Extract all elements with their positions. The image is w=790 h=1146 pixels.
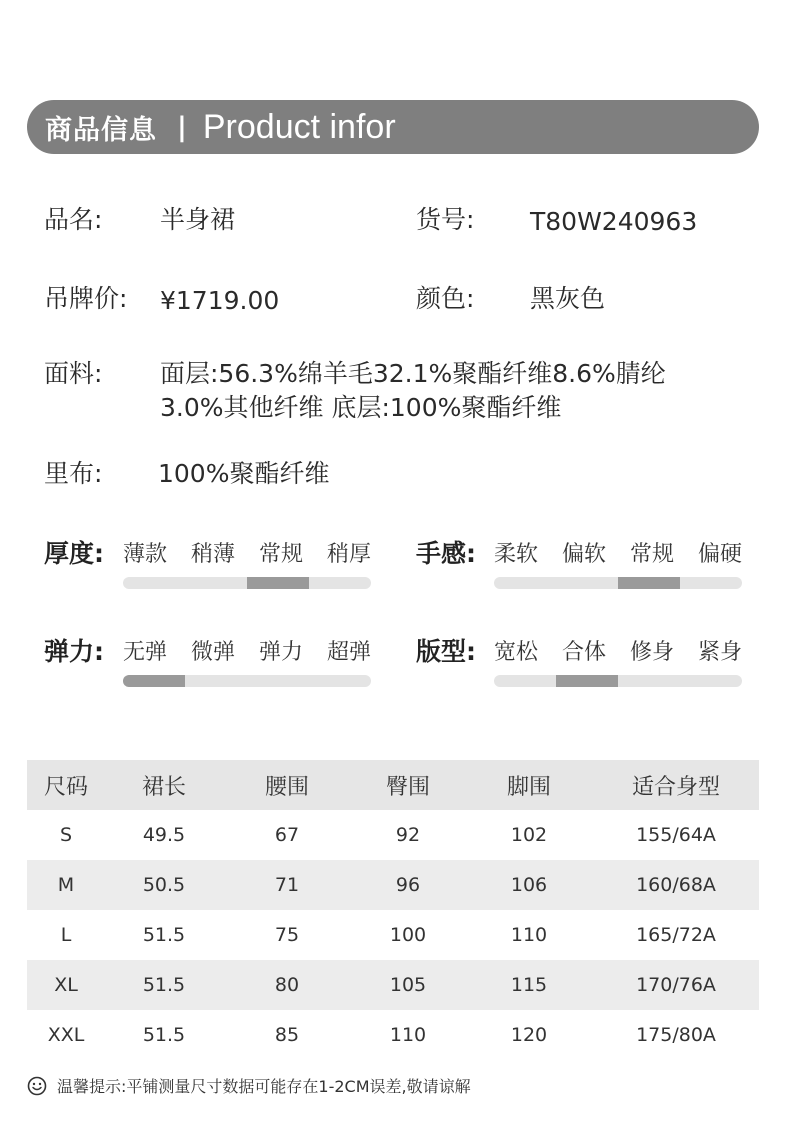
meter-option: 薄款 [123,542,168,567]
meter-label: 手感: [416,539,476,568]
meter-track [494,577,742,589]
name-value: 半身裙 [160,205,236,234]
table-header-cell: 臀围 [351,760,465,810]
table-header-row [27,760,759,810]
table-cell: 51.5 [142,924,186,946]
table-cell: 100 [389,924,427,946]
header-separator: | [177,111,187,143]
table-cell: 160/68A [593,860,759,910]
table-cell: 175/80A [636,1024,716,1046]
meter-option: 偏软 [561,542,606,567]
meter-option: 无弹 [123,640,168,665]
color-label: 颜色: [416,284,475,313]
table-header-cell: 脚围 [465,760,593,810]
section-header [27,100,759,154]
meter-option: 宽松 [494,640,539,665]
fabric-label: 面料: [44,359,103,388]
table-row [27,860,759,910]
table-cell: 51.5 [142,1024,186,1046]
table-cell: 51.5 [105,960,223,1010]
table-cell: 170/76A [593,960,759,1010]
name-label: 品名: [44,205,103,234]
meter-label: 版型: [416,637,476,666]
meter-option: 微弹 [190,640,235,665]
tip-note [27,1074,471,1097]
table-cell: 106 [465,860,593,910]
table-cell: 115 [465,960,593,1010]
meter-option: 紧身 [697,640,742,665]
meter-fill [247,577,309,589]
fabric-line-2: 3.0%其他纤维 底层:100%聚酯纤维 [160,393,562,422]
color-value: 黑灰色 [530,284,606,313]
table-cell: 120 [510,1024,548,1046]
table-header-cell: 适合身型 [593,760,759,810]
meter-options [494,540,742,570]
table-header-cell: 腰围 [223,760,351,810]
meter-option: 稍薄 [190,542,235,567]
table-cell: 96 [351,860,465,910]
table-cell: 165/72A [636,924,716,946]
meter-option: 偏硬 [697,542,742,567]
table-cell: XXL [47,1024,85,1046]
meter-option: 柔软 [494,542,539,567]
meter-options [123,638,371,668]
meter-label: 弹力: [44,637,104,666]
meter-option: 稍厚 [326,542,371,567]
meter-option: 常规 [629,542,674,567]
meter-fill [123,675,185,687]
table-cell: 92 [395,824,421,846]
meter-option: 超弹 [326,640,371,665]
table-header-cell: 裙长 [105,760,223,810]
meter-fill [556,675,618,687]
table-row [27,960,759,1010]
header-title-en: Product infor [202,107,396,146]
table-cell: 75 [274,924,300,946]
meter-options [494,638,742,668]
table-cell: S [59,824,73,846]
table-cell: 110 [510,924,548,946]
meter-option: 弹力 [258,640,303,665]
meter-options [123,540,371,570]
lining-value: 100%聚酯纤维 [158,459,330,488]
fabric-line-1: 面层:56.3%绵羊毛32.1%聚酯纤维8.6%腈纶 [160,359,666,388]
sku-value: T80W240963 [530,207,698,236]
smile-icon [27,1076,47,1096]
table-cell: 110 [389,1024,427,1046]
table-header-cell: 尺码 [27,760,105,810]
price-label: 吊牌价: [44,284,128,313]
table-row [27,1010,759,1060]
table-cell: 102 [510,824,548,846]
table-cell: XL [27,960,105,1010]
meter-fill [618,577,680,589]
table-cell: 49.5 [142,824,186,846]
meter-option: 修身 [629,640,674,665]
table-cell: 105 [351,960,465,1010]
sku-label: 货号: [416,205,475,234]
tip-text: 温馨提示:平铺测量尺寸数据可能存在1-2CM误差,敬请谅解 [57,1077,471,1096]
price-value: ¥1719.00 [160,286,280,315]
size-table [27,760,759,1060]
header-title-cn: 商品信息 [45,114,157,146]
table-cell: 71 [223,860,351,910]
lining-label: 里布: [44,459,103,488]
table-cell: M [27,860,105,910]
table-cell: 50.5 [105,860,223,910]
meter-option: 常规 [258,542,303,567]
table-cell: 85 [274,1024,300,1046]
meter-track [494,675,742,687]
table-cell: 67 [274,824,300,846]
table-cell: L [60,924,72,946]
meter-option: 合体 [561,640,606,665]
meter-label: 厚度: [44,539,104,568]
table-cell: 155/64A [636,824,716,846]
meter-track [123,577,371,589]
table-cell: 80 [223,960,351,1010]
meter-track [123,675,371,687]
table-row [27,810,759,860]
table-row [27,910,759,960]
